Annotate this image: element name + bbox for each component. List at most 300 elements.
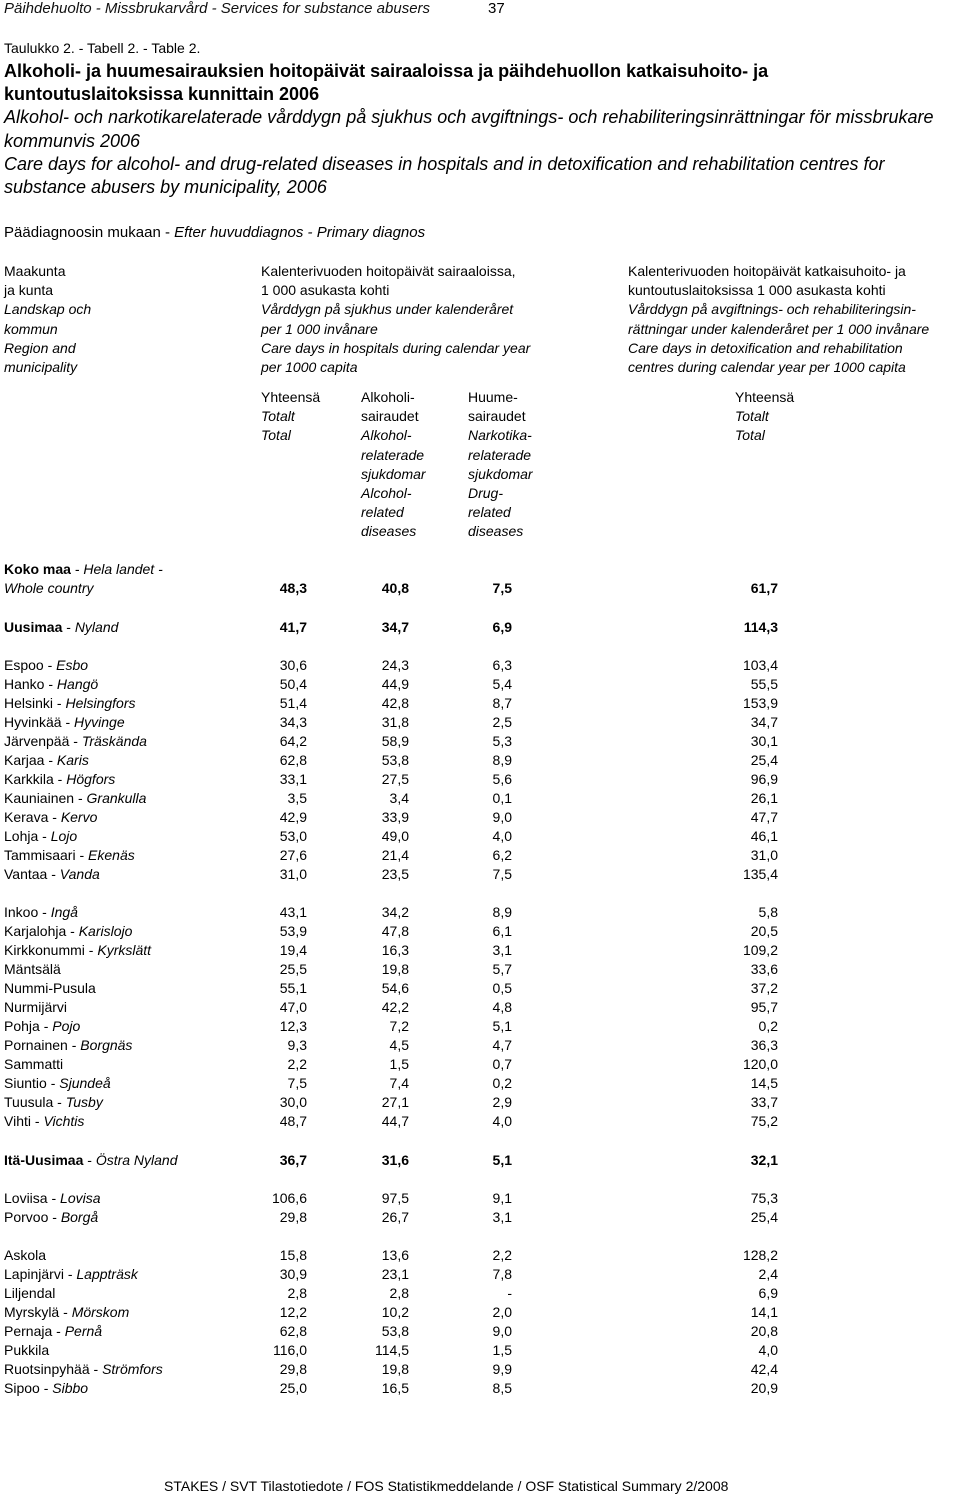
municipality-name-fi: Uusimaa (4, 619, 63, 635)
table-row (0, 752, 960, 771)
cell-alcohol: 53,8 (381, 1323, 409, 1339)
municipality-name-sv: Pojo (52, 1018, 81, 1034)
municipality-name (4, 752, 89, 768)
municipality-name-fi: Vantaa (4, 866, 48, 882)
cell-total: 106,6 (271, 1190, 307, 1206)
table-row (0, 1075, 960, 1094)
name-separator: - (69, 733, 82, 749)
cell-total: 25,5 (279, 961, 307, 977)
table-row (0, 1094, 960, 1113)
subheader-detox-total (735, 388, 794, 446)
cell-total: 31,0 (279, 866, 307, 882)
table-row (0, 1209, 960, 1228)
cell-detox: 2,4 (758, 1266, 778, 1282)
cell-total: 2,8 (287, 1285, 307, 1301)
name-separator: - (47, 866, 60, 882)
cell-detox: 128,2 (742, 1247, 778, 1263)
cell-drug: 4,0 (492, 1113, 512, 1129)
detox-header-fi-1: Kalenterivuoden hoitopäivät katkaisuhoito- ja (628, 263, 906, 279)
table-row (0, 980, 960, 999)
cell-total: 30,6 (279, 657, 307, 673)
cell-alcohol: 26,7 (381, 1209, 409, 1225)
cell-total: 48,7 (279, 1113, 307, 1129)
municipality-name-fi: Porvoo (4, 1209, 49, 1225)
cell-drug: 3,1 (492, 1209, 512, 1225)
municipality-name (4, 1380, 88, 1396)
cell-drug: 5,3 (492, 733, 512, 749)
cell-total: 12,3 (279, 1018, 307, 1034)
name-separator: - (53, 771, 67, 787)
cell-detox: 31,0 (750, 847, 778, 863)
municipality-name (4, 733, 147, 749)
table-row (0, 1380, 960, 1399)
table-row (0, 1056, 960, 1075)
cell-drug: 5,1 (492, 1018, 512, 1034)
table-row (0, 1037, 960, 1056)
name-separator: - (38, 828, 51, 844)
cell-alcohol: 114,5 (375, 1342, 409, 1358)
municipality-name-sv: Hyvinge (74, 714, 125, 730)
cell-drug: 8,7 (492, 695, 512, 711)
cell-alcohol: 34,2 (381, 904, 409, 920)
cell-alcohol: 19,8 (381, 961, 409, 977)
cell-detox: 75,3 (750, 1190, 778, 1206)
table-row (0, 999, 960, 1018)
cell-alcohol: 31,8 (381, 714, 409, 730)
detox-total-header-1: Yhteensä (735, 389, 795, 405)
cell-total: 64,2 (279, 733, 307, 749)
municipality-name-sv: Borgnäs (80, 1037, 133, 1053)
hospitals-header-sv-1: Vårddygn på sjukhus under kalenderåret (261, 301, 514, 318)
cell-detox: 96,9 (750, 771, 778, 787)
municipality-name-fi: Tammisaari (4, 847, 76, 863)
cell-detox: 30,1 (750, 733, 778, 749)
municipality-name (4, 942, 151, 958)
table-row (0, 733, 960, 752)
cell-drug: 5,6 (492, 771, 512, 787)
cell-total: 42,9 (279, 809, 307, 825)
cell-drug: 2,5 (492, 714, 512, 730)
cell-total: 25,0 (279, 1380, 307, 1396)
whole-country-detox: 61,7 (750, 580, 778, 596)
municipality-name (4, 619, 118, 635)
municipality-name-fi: Loviisa (4, 1190, 48, 1206)
page-number: 37 (488, 0, 505, 17)
cell-drug: 5,4 (492, 676, 512, 692)
municipality-name-sv: Lappträsk (76, 1266, 138, 1282)
cell-total: 53,9 (279, 923, 307, 939)
cell-drug: 2,2 (492, 1247, 512, 1263)
municipality-name-fi: Sammatti (4, 1056, 64, 1072)
cell-detox: 32,1 (750, 1152, 778, 1168)
alcohol-header-1: Alkoholi- (361, 389, 415, 405)
cell-alcohol: 47,8 (381, 923, 409, 939)
municipality-name-sv: Nyland (74, 619, 119, 635)
name-separator: - (61, 714, 75, 730)
table-row (0, 904, 960, 923)
cell-detox: 5,8 (758, 904, 778, 920)
cell-detox: 20,8 (750, 1323, 778, 1339)
cell-alcohol: 33,9 (381, 809, 409, 825)
region-row (0, 619, 960, 638)
municipality-name-fi: Vihti (4, 1113, 31, 1129)
hospitals-header-fi-2: 1 000 asukasta kohti (261, 282, 390, 299)
name-separator: - (53, 695, 66, 711)
table-row (0, 1285, 960, 1304)
municipality-name-sv: Pernå (64, 1323, 103, 1339)
municipality-name-fi: Lohja (4, 828, 39, 844)
alcohol-header-4: relaterade (361, 446, 425, 463)
cell-alcohol: 7,4 (389, 1075, 409, 1091)
table-row (0, 1247, 960, 1266)
cell-detox: 75,2 (750, 1113, 778, 1129)
municipality-name (4, 1323, 102, 1339)
name-separator: - (44, 676, 57, 692)
municipality-name (4, 904, 78, 920)
municipality-name-fi: Tuusula (4, 1094, 54, 1110)
cell-total: 36,7 (279, 1152, 307, 1168)
municipality-name-sv: Tusby (65, 1094, 103, 1110)
total-header-2: Totalt (261, 408, 295, 425)
municipality-name-sv: Sjundeå (59, 1075, 111, 1091)
detox-header-sv-2: rättningar under kalenderåret per 1 000 invånare (628, 320, 930, 337)
cell-alcohol: 23,5 (381, 866, 409, 882)
municipality-name (4, 1247, 46, 1263)
cell-detox: 120,0 (742, 1056, 778, 1072)
subheader-drug (468, 388, 533, 542)
table-row (0, 771, 960, 790)
table-row (0, 828, 960, 847)
municipality-name-fi: Kirkkonummi (4, 942, 85, 958)
running-header: Päihdehuolto - Missbrukarvård - Services for substance abusers (4, 0, 431, 17)
table-row (0, 790, 960, 809)
cell-total: 29,8 (279, 1209, 307, 1225)
drug-header-3: Narkotika- (468, 427, 532, 444)
table-row (0, 1266, 960, 1285)
cell-detox: 33,7 (750, 1094, 778, 1110)
column-header-hospitals (261, 262, 530, 377)
municipality-name (4, 828, 77, 844)
municipality-name-sv: Ingå (50, 904, 78, 920)
cell-alcohol: 44,7 (381, 1113, 409, 1129)
municipality-name-fi: Pernaja (4, 1323, 53, 1339)
drug-header-1: Huume- (468, 389, 518, 405)
cell-alcohol: 58,9 (381, 733, 409, 749)
cell-drug: 5,7 (492, 961, 512, 977)
cell-drug: 6,1 (492, 923, 512, 939)
subheader-total (261, 388, 320, 446)
municipality-name-fi: Myrskylä (4, 1304, 60, 1320)
municipality-name-fi: Nummi-Pusula (4, 980, 96, 996)
table-row (0, 809, 960, 828)
municipality-name-sv: Karis (56, 752, 89, 768)
cell-drug: 8,9 (492, 752, 512, 768)
cell-drug: 5,1 (492, 1152, 512, 1168)
municipality-name-sv: Träskända (81, 733, 147, 749)
name-separator: - (44, 752, 57, 768)
alcohol-header-5: sjukdomar (361, 465, 426, 482)
municipality-name (4, 1266, 138, 1282)
cell-drug: 0,5 (492, 980, 512, 996)
table-row (0, 657, 960, 676)
cell-drug: 6,2 (492, 847, 512, 863)
municipality-name (4, 657, 88, 673)
region-row (0, 1152, 960, 1171)
cell-drug: 0,1 (492, 790, 512, 806)
cell-alcohol: 24,3 (381, 657, 409, 673)
whole-country-fi: Koko maa (4, 561, 71, 577)
name-separator: - (89, 1361, 103, 1377)
cell-alcohol: 31,6 (381, 1152, 409, 1168)
name-separator: - (30, 1113, 44, 1129)
cell-drug: 2,0 (492, 1304, 512, 1320)
hospitals-header-sv-2: per 1 000 invånare (261, 320, 378, 337)
municipality-name-sv: Vichtis (43, 1113, 85, 1129)
whole-country-en: Whole country (4, 580, 94, 597)
column-header-region (4, 262, 91, 377)
municipality-name-sv: Ekenäs (88, 847, 135, 863)
municipality-name-fi: Pukkila (4, 1342, 50, 1358)
cell-detox: 14,1 (750, 1304, 778, 1320)
whole-country-alcohol: 40,8 (381, 580, 409, 596)
cell-alcohol: 10,2 (381, 1304, 409, 1320)
cell-detox: 109,2 (742, 942, 778, 958)
cell-detox: 103,4 (742, 657, 778, 673)
municipality-name (4, 1304, 129, 1320)
cell-drug: 8,9 (492, 904, 512, 920)
cell-alcohol: 2,8 (389, 1285, 409, 1301)
cell-total: 3,5 (287, 790, 307, 806)
cell-detox: 153,9 (742, 695, 778, 711)
cell-drug: 9,0 (492, 1323, 512, 1339)
name-separator: - (46, 1075, 60, 1091)
detox-header-en-1: Care days in detoxification and rehabilitation (628, 339, 903, 356)
municipality-name (4, 1285, 55, 1301)
municipality-name (4, 961, 61, 977)
name-separator: - (63, 1266, 77, 1282)
municipality-name (4, 714, 125, 730)
cell-detox: 4,0 (758, 1342, 778, 1358)
cell-detox: 114,3 (743, 619, 778, 635)
municipality-name-sv: Lojo (50, 828, 78, 844)
title-english: Care days for alcohol- and drug-related diseases in hospitals and in detoxification and rehabilitation centres for substance abusers by municipality, 2006 (4, 153, 885, 198)
cell-alcohol: 23,1 (381, 1266, 409, 1282)
subtitle (4, 224, 425, 241)
name-separator: - (38, 904, 51, 920)
municipality-name-sv: Helsingfors (65, 695, 136, 711)
cell-alcohol: 97,5 (381, 1190, 409, 1206)
table-row (0, 1190, 960, 1209)
cell-total: 7,5 (287, 1075, 307, 1091)
cell-alcohol: 34,7 (381, 619, 409, 635)
cell-total: 43,1 (279, 904, 307, 920)
region-header-en-1: Region and (4, 339, 76, 356)
municipality-name-fi: Karjaa (4, 752, 45, 768)
municipality-name-sv: Karislojo (78, 923, 133, 939)
alcohol-header-2: sairaudet (361, 408, 419, 425)
cell-drug: 3,1 (492, 942, 512, 958)
cell-alcohol: 44,9 (381, 676, 409, 692)
municipality-name-fi: Inkoo (4, 904, 39, 920)
whole-country-drug: 7,5 (492, 580, 512, 596)
municipality-name (4, 771, 115, 787)
table-row (0, 676, 960, 695)
region-header-fi-2: ja kunta (4, 282, 54, 299)
table-row (0, 1342, 960, 1361)
cell-alcohol: 21,4 (381, 847, 409, 863)
cell-drug: 9,9 (492, 1361, 512, 1377)
cell-total: 9,3 (287, 1037, 307, 1053)
name-separator: - (43, 657, 57, 673)
municipality-name-sv: Lovisa (60, 1190, 101, 1206)
name-separator: - (47, 1190, 61, 1206)
cell-drug: - (507, 1285, 512, 1301)
detox-total-header-2: Totalt (735, 408, 769, 425)
detox-header-fi-2: kuntoutuslaitoksissa 1 000 asukasta kohti (628, 282, 886, 299)
cell-alcohol: 42,2 (381, 999, 409, 1015)
cell-detox: 6,9 (758, 1285, 778, 1301)
cell-drug: 6,9 (492, 619, 512, 635)
municipality-name-fi: Kerava (4, 809, 49, 825)
municipality-name-fi: Kauniainen (4, 790, 75, 806)
cell-alcohol: 16,5 (381, 1380, 409, 1396)
region-header-fi-1: Maakunta (4, 263, 66, 279)
cell-detox: 135,4 (742, 866, 778, 882)
name-separator: - (48, 809, 61, 825)
drug-header-2: sairaudet (468, 408, 526, 425)
municipality-name-fi: Pornainen (4, 1037, 68, 1053)
table-row (0, 866, 960, 885)
cell-total: 30,9 (279, 1266, 307, 1282)
page-footer: STAKES / SVT Tilastotiedote / FOS Statistikmeddelande / OSF Statistical Summary 2/2008 (164, 1478, 729, 1494)
cell-total: 12,2 (279, 1304, 307, 1320)
cell-total: 2,2 (287, 1056, 307, 1072)
municipality-name-fi: Karkkila (4, 771, 54, 787)
cell-total: 53,0 (279, 828, 307, 844)
municipality-name-fi: Hanko (4, 676, 45, 692)
whole-country-row (0, 580, 960, 599)
name-separator: - (67, 1037, 81, 1053)
table-row (0, 695, 960, 714)
cell-detox: 25,4 (750, 752, 778, 768)
municipality-name-fi: Itä-Uusimaa (4, 1152, 84, 1168)
table-row (0, 1323, 960, 1342)
drug-header-6: Drug- (468, 485, 504, 502)
cell-alcohol: 53,8 (381, 752, 409, 768)
cell-drug: 7,8 (492, 1266, 512, 1282)
cell-drug: 2,9 (492, 1094, 512, 1110)
cell-alcohol: 49,0 (381, 828, 409, 844)
alcohol-header-7: related (361, 504, 404, 521)
total-header-1: Yhteensä (261, 389, 321, 405)
name-separator: - (84, 942, 98, 958)
municipality-name (4, 1075, 111, 1091)
cell-total: 116,0 (273, 1342, 307, 1358)
municipality-name-sv: Hangö (56, 676, 99, 692)
drug-header-8: diseases (468, 523, 524, 540)
municipality-name-sv: Kervo (60, 809, 98, 825)
cell-detox: 20,5 (750, 923, 778, 939)
alcohol-header-3: Alkohol- (361, 427, 412, 444)
municipality-name (4, 866, 100, 882)
cell-alcohol: 7,2 (389, 1018, 409, 1034)
cell-detox: 25,4 (750, 1209, 778, 1225)
municipality-name (4, 847, 135, 863)
cell-alcohol: 3,4 (389, 790, 409, 806)
cell-total: 51,4 (279, 695, 307, 711)
municipality-name-sv: Högfors (66, 771, 116, 787)
cell-drug: 7,5 (492, 866, 512, 882)
municipality-name-sv: Borgå (60, 1209, 99, 1225)
municipality-name (4, 1113, 84, 1129)
cell-detox: 37,2 (750, 980, 778, 996)
table-label: Taulukko 2. - Tabell 2. - Table 2. (4, 40, 201, 56)
name-separator: - (66, 923, 79, 939)
title-finnish: Alkoholi- ja huumesairauksien hoitopäivät sairaaloissa ja päihdehuollon katkaisuhoito- ja kuntoutuslaitoksissa kunnittain 2006 (4, 61, 769, 105)
municipality-name (4, 1152, 178, 1168)
cell-total: 41,7 (279, 619, 307, 635)
municipality-name (4, 1361, 163, 1377)
title-swedish: Alkohol- och narkotikarelaterade vårddygn på sjukhus och avgiftnings- och rehabiliteringsinrättningar för missbrukare kommunvis 2006 (4, 107, 934, 151)
alcohol-header-6: Alcohol- (361, 485, 412, 502)
table-row (0, 1113, 960, 1132)
municipality-name-sv: Mörskom (71, 1304, 130, 1320)
cell-detox: 95,7 (750, 999, 778, 1015)
municipality-name (4, 695, 136, 711)
cell-alcohol: 1,5 (389, 1056, 409, 1072)
municipality-name (4, 790, 146, 806)
cell-alcohol: 54,6 (381, 980, 409, 996)
table-title (4, 60, 944, 199)
cell-drug: 0,7 (492, 1056, 512, 1072)
cell-drug: 0,2 (492, 1075, 512, 1091)
municipality-name-fi: Sipoo (4, 1380, 40, 1396)
column-header-detox (628, 262, 929, 377)
name-separator: - (75, 847, 89, 863)
cell-total: 15,8 (279, 1247, 307, 1263)
cell-drug: 6,3 (492, 657, 512, 673)
municipality-name-fi: Pohja (4, 1018, 40, 1034)
drug-header-7: related (468, 504, 511, 521)
municipality-name (4, 1209, 98, 1225)
drug-header-5: sjukdomar (468, 465, 533, 482)
cell-detox: 14,5 (750, 1075, 778, 1091)
municipality-name (4, 1094, 103, 1110)
hospitals-header-fi-1: Kalenterivuoden hoitopäivät sairaaloissa, (261, 263, 516, 279)
hospitals-header-en-1: Care days in hospitals during calendar year (261, 339, 531, 356)
whole-country-sv: - Hela landet - (70, 561, 163, 577)
cell-alcohol: 42,8 (381, 695, 409, 711)
cell-alcohol: 16,3 (381, 942, 409, 958)
cell-drug: 4,8 (492, 999, 512, 1015)
cell-drug: 9,0 (492, 809, 512, 825)
municipality-name-sv: Esbo (56, 657, 89, 673)
total-header-3: Total (261, 427, 291, 444)
cell-total: 62,8 (279, 752, 307, 768)
hospitals-header-en-2: per 1000 capita (261, 359, 358, 376)
cell-alcohol: 13,6 (381, 1247, 409, 1263)
cell-total: 34,3 (279, 714, 307, 730)
municipality-name (4, 676, 98, 692)
municipality-name-fi: Järvenpää (4, 733, 70, 749)
cell-detox: 46,1 (750, 828, 778, 844)
cell-detox: 36,3 (750, 1037, 778, 1053)
municipality-name (4, 980, 96, 996)
subtitle-finnish: Päädiagnoosin mukaan - (4, 224, 175, 241)
cell-drug: 1,5 (492, 1342, 512, 1358)
cell-total: 50,4 (279, 676, 307, 692)
municipality-name-fi: Espoo (4, 657, 44, 673)
